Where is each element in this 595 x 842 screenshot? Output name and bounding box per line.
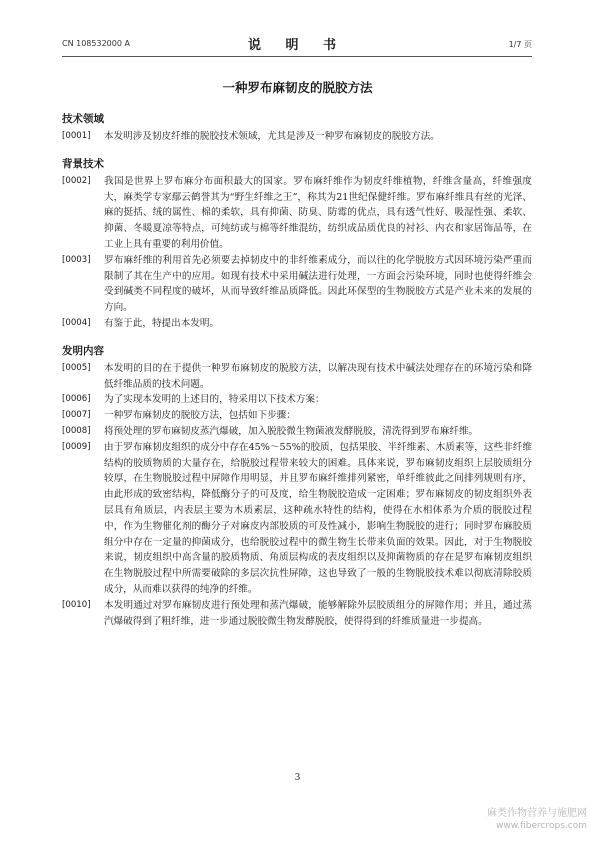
section-invention xyxy=(62,344,532,630)
paragraph-number: [0010] xyxy=(62,599,91,610)
paragraph xyxy=(62,253,532,316)
paragraph xyxy=(62,440,532,598)
document-title: 一种罗布麻韧皮的脱胶方法 xyxy=(222,80,373,95)
paragraph-number: [0004] xyxy=(62,317,91,328)
paragraph-text: 一种罗布麻韧皮的脱胶方法，包括如下步骤： xyxy=(104,410,296,422)
page-counter: 1/7 页 xyxy=(508,40,532,49)
paragraph-number: [0005] xyxy=(62,362,91,373)
paragraph-text: 将预处理的罗布麻韧皮蒸汽爆破，加入脱胶微生物菌液发酵脱胶，清洗得到罗布麻纤维。 xyxy=(104,425,479,437)
doc-number: CN 108532000 A xyxy=(62,39,130,48)
paragraph xyxy=(62,392,532,408)
paragraph-text: 为了实现本发明的上述目的，特采用以下技术方案： xyxy=(104,394,325,406)
paragraph xyxy=(62,598,532,630)
header-rule xyxy=(62,56,532,57)
section-tech-field xyxy=(62,112,532,145)
paragraph xyxy=(62,424,532,440)
section-background xyxy=(62,157,532,332)
paragraph xyxy=(62,361,532,393)
paragraph-text: 本发明的目的在于提供一种罗布麻韧皮的脱胶方法，以解决现有技术中碱法处理存在的环境污染和降低纤维品质的技术问题。 xyxy=(104,362,532,390)
paragraph-text: 由于罗布麻韧皮组织的成分中存在45%～55%的胶质，包括果胶、半纤维素、木质素等，这些非纤维结构的胶质物质的大量存在，给脱胶过程带来较大的困难。具体来说，罗布麻韧皮组织上层胶质组分较厚，在生物脱胶过程中屏障作用明显，并且罗布麻纤维排列紧密，单纤维彼此之间排列规则有序，由此形成的致密结构，降低酶分子的可及度，给生物脱胶造成一定困难；罗布麻韧皮的韧皮组织外表层具有角质层，内表层主要为木质素层，这种疏水特性的结构，使得在水相体系为介质的脱胶过程中，作为生物催化剂的酶分子对麻皮内部胶质的可及性减小，影响生物脱胶的进行；同时罗布麻胶质组分中存在一定量的抑菌成分，也给脱胶过程中的微生物生长带来负面的效果。因此，对于生物脱胶来说，韧皮组织中高含量的胶质物质、角质层构成的表皮组织以及抑菌物质的存在是罗布麻韧皮组织在生物脱胶过程中所需要破除的多层次抗性屏障，这也导致了一般的生物脱胶技术难以彻底清除胶质成分，从而难以获得的纯净的纤维。 xyxy=(104,441,532,595)
paragraph-number: [0007] xyxy=(62,410,91,421)
paragraph xyxy=(62,174,532,253)
watermark-site-name: 麻类作物营养与施肥网 xyxy=(487,808,587,819)
site-watermark xyxy=(487,807,587,832)
page-number: 3 xyxy=(294,773,301,783)
section-heading: 背景技术 xyxy=(62,157,104,170)
watermark-url: www.fibercrops.com xyxy=(496,821,587,831)
paragraph-text: 我国是世界上罗布麻分布面积最大的国家。罗布麻纤维作为韧皮纤维植物，纤维含量高，纤维强度大，麻类学专家鄢云鹤誉其为“野生纤维之王”，称其为21世纪保健纤维。罗布麻纤维具有丝的光泽、麻的挺括、绒的属性、棉的柔软，具有抑菌、防臭、防霉的优点，具有透气性好、吸湿性强、柔软、抑菌、冬暖夏凉等特点，可纯纺或与棉等纤维混纺，纺织成品质优良的衬衫、内衣和家居饰品等，在工业上具有重要的利用价值。 xyxy=(104,175,532,250)
paragraph xyxy=(62,408,532,424)
document-body xyxy=(62,112,532,629)
paragraph-number: [0008] xyxy=(62,425,91,436)
page-header xyxy=(62,30,532,56)
paragraph-text: 罗布麻纤维的利用首先必须要去掉韧皮中的非纤维素成分，而以往的化学脱胶方式因环境污染严重而限制了其在生产中的应用。如现有技术中采用碱法进行处理，一方面会污染环境，同时也使得纤维会受到碱类不同程度的破坏，从而导致纤维品质降低。因此环保型的生物脱胶方式是产业未来的发展的方向。 xyxy=(104,254,532,314)
paragraph-text: 有鉴于此，特提出本发明。 xyxy=(104,317,220,329)
paragraph-number: [0003] xyxy=(62,254,91,265)
paragraph-text: 本发明通过对罗布麻韧皮进行预处理和蒸汽爆破，能够解除外层胶质组分的屏障作用；并且，通过蒸汽爆破得到了粗纤维，进一步通过脱胶微生物发酵脱胶，使得得到的纤维质量进一步提高。 xyxy=(104,599,532,627)
section-heading: 技术领域 xyxy=(62,113,104,125)
paragraph xyxy=(62,129,532,145)
section-heading: 发明内容 xyxy=(62,344,104,357)
doc-type-heading: 说 明 书 xyxy=(247,38,347,53)
paragraph xyxy=(62,316,532,332)
paragraph-text: 本发明涉及韧皮纤维的脱胶技术领域，尤其是涉及一种罗布麻韧皮的脱胶方法。 xyxy=(104,131,440,142)
paragraph-number: [0009] xyxy=(62,441,91,452)
paragraph-number: [0006] xyxy=(62,394,91,405)
paragraph-number: [0001] xyxy=(62,131,91,141)
paragraph-number: [0002] xyxy=(62,175,91,186)
